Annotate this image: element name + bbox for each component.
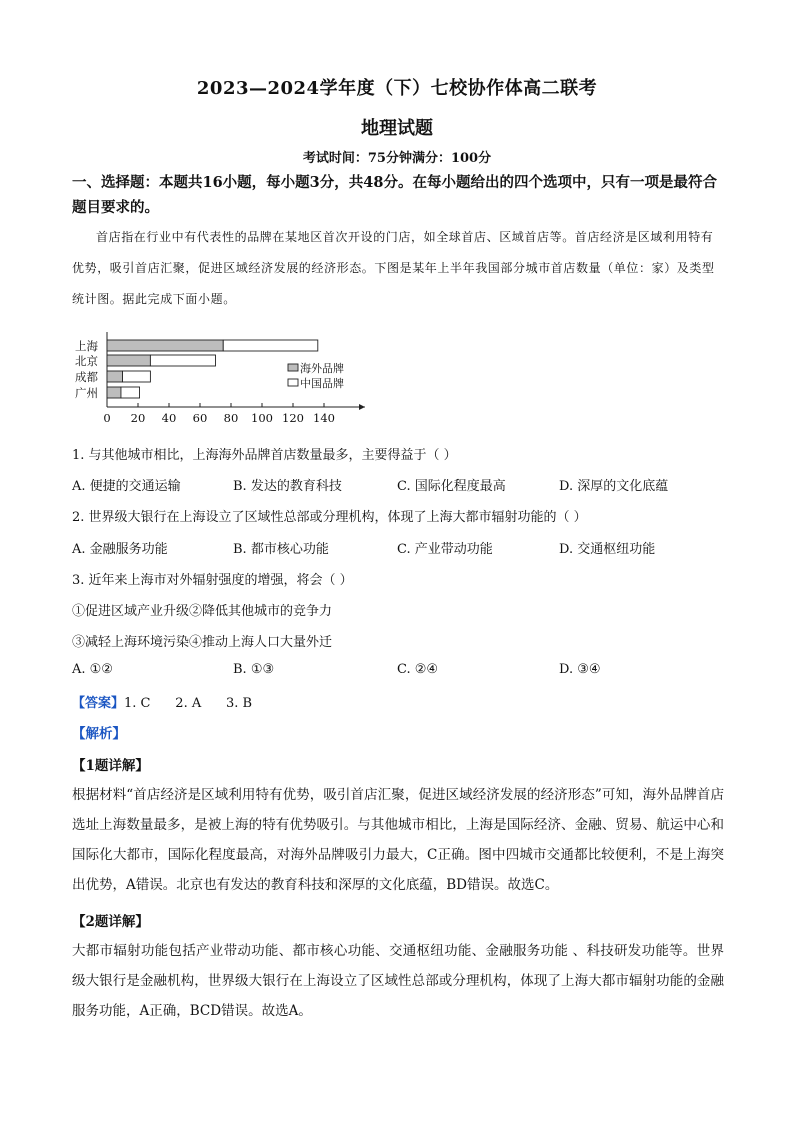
x-tick-label: 60 [192, 411, 208, 425]
question-1-option-d: D. 深厚的文化底蕴 [559, 479, 669, 494]
x-tick-label: 20 [130, 411, 146, 425]
question-2-option-c: C. 产业带动功能 [397, 542, 493, 557]
detail-1-heading: 【1题详解】 [72, 758, 149, 774]
x-tick-label: 120 [282, 411, 304, 425]
question-2-stem: 2. 世界级大银行在上海设立了区域性总部或分理机构，体现了上海大都市辐射功能的（ ） [72, 510, 587, 525]
store-count-chart [70, 330, 380, 430]
detail-1-text: 根据材料“首店经济是区域利用特有优势，吸引首店汇聚，促进区域经济发展的经济形态”可知，海外品牌首店选址上海数量最多，是被上海的特有优势吸引。与其他城市相比，上海是国际经济、金融、贸易、航运中心和国际化大都市，国际化程度最高，对海外品牌吸引力最大，C正确。图中四城市交通都比较便利，不是上海突出优势，A错误。北京也有发达的教育科技和深厚的文化底蕴，BD错误。故选C。 [72, 787, 724, 893]
category-label: 广州 [75, 386, 98, 400]
bar-chinese-brand [123, 371, 151, 382]
x-tick-label: 80 [223, 411, 239, 425]
bar-chinese-brand [150, 355, 215, 366]
question-3-option-a: A. ①② [72, 662, 113, 677]
detail-2-text: 大都市辐射功能包括产业带动功能、都市核心功能、交通枢纽功能、金融服务功能 、科技研发功能等。世界级大银行是金融机构，世界级大银行在上海设立了区域性总部或分理机构，体现了上海大都市辐射功能的金融服务功能，A正确，BCD错误。故选A。 [72, 943, 724, 1019]
subject-title: 地理试题 [361, 118, 433, 139]
legend-label: 海外品牌 [300, 362, 344, 375]
question-2-option-a: A. 金融服务功能 [72, 542, 168, 557]
material-paragraph: 首店指在行业中有代表性的品牌在某地区首次开设的门店，如全球首店、区域首店等。首店经济是区域利用特有优势，吸引首店汇聚，促进区域经济发展的经济形态。下图是某年上半年我国部分城市首店数量（单位：家）及类型统计图。据此完成下面小题。 [72, 230, 715, 306]
bar-chinese-brand [223, 340, 318, 351]
x-tick-label: 40 [161, 411, 177, 425]
category-label: 上海 [75, 339, 98, 353]
x-tick-label: 100 [251, 411, 273, 425]
question-3-option-b: B. ①③ [233, 662, 275, 677]
x-tick-label: 0 [103, 411, 111, 425]
legend-label: 中国品牌 [300, 377, 344, 390]
question-1-stem: 1. 与其他城市相比，上海海外品牌首店数量最多，主要得益于（ ） [72, 448, 457, 463]
bar-chinese-brand [121, 387, 140, 398]
section-heading: 一、选择题：本题共16小题，每小题3分，共48分。在每小题给出的四个选项中，只有一项是最符合题目要求的。 [72, 174, 717, 216]
analysis-label: 【解析】 [72, 726, 126, 742]
category-label: 北京 [75, 354, 98, 368]
exam-time-line: 考试时间：75分钟满分：100分 [302, 151, 492, 166]
x-axis-arrow [359, 404, 365, 410]
question-3-stem: 3. 近年来上海市对外辐射强度的增强，将会（ ） [72, 573, 353, 588]
bar-overseas-brand [107, 355, 150, 366]
answer-text: 1. C 2. A 3. B [124, 696, 253, 711]
question-2-option-d: D. 交通枢纽功能 [559, 542, 656, 557]
bar-overseas-brand [107, 371, 123, 382]
question-2-option-b: B. 都市核心功能 [233, 542, 329, 557]
question-3-line-1: ①促进区域产业升级②降低其他城市的竞争力 [72, 604, 333, 619]
category-label: 成都 [75, 370, 98, 384]
question-3-line-2: ③减轻上海环境污染④推动上海人口大量外迁 [72, 635, 333, 650]
question-1-option-a: A. 便捷的交通运输 [72, 479, 181, 494]
legend-swatch [288, 364, 298, 371]
exam-title: 2023—2024学年度（下）七校协作体高二联考 [196, 78, 598, 99]
bar-overseas-brand [107, 387, 121, 398]
question-3-option-d: D. ③④ [559, 662, 601, 677]
bar-overseas-brand [107, 340, 223, 351]
answer-line [72, 692, 252, 711]
legend-swatch [288, 379, 298, 386]
x-tick-label: 140 [313, 411, 335, 425]
answer-label: 【答案】 [72, 696, 125, 711]
question-1-option-c: C. 国际化程度最高 [397, 479, 506, 494]
detail-2-heading: 【2题详解】 [72, 914, 149, 930]
question-1-option-b: B. 发达的教育科技 [233, 479, 342, 494]
question-3-option-c: C. ②④ [397, 662, 439, 677]
